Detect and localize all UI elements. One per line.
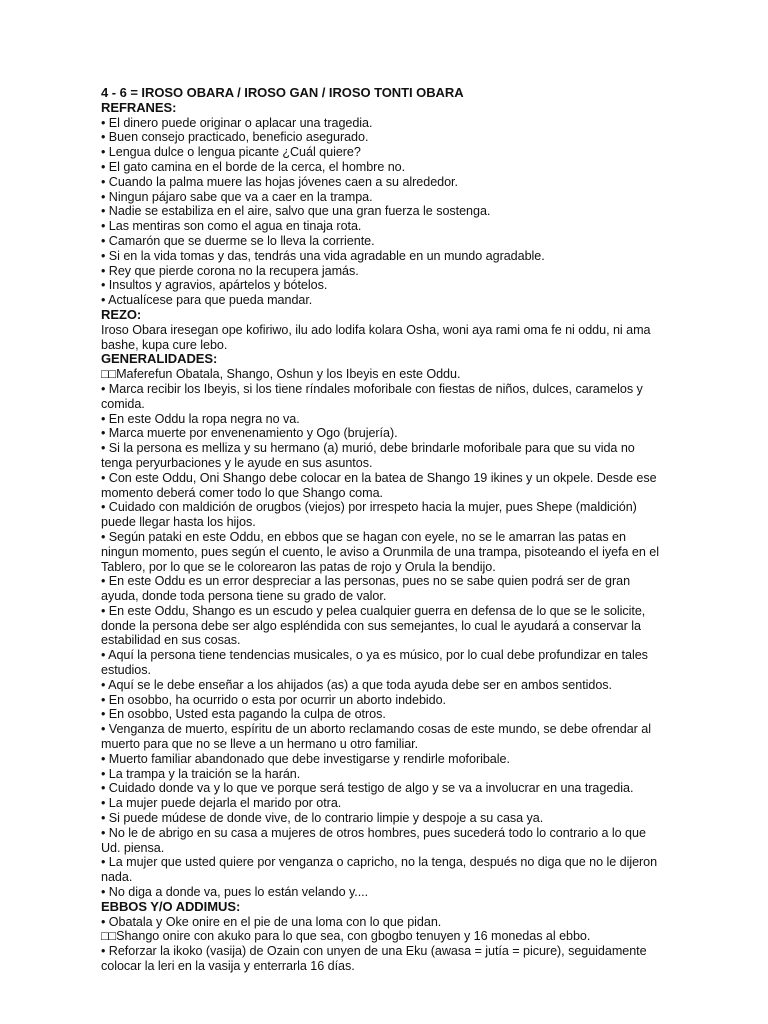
generalidad-line: • Aquí la persona tiene tendencias musicales, o ya es músico, por lo cual debe profundizar en tales xyxy=(101,648,648,663)
generalidad-line: • Cuidado con maldición de orugbos (viejos) por irrespeto hacia la mujer, pues Shepe (maldición) xyxy=(101,500,637,515)
generalidad-line: • Cuidado donde va y lo que ve porque será testigo de algo y se va a involucrar en una tragedia. xyxy=(101,781,634,796)
refran-item: • Lengua dulce o lengua picante ¿Cuál quiere? xyxy=(101,145,361,160)
ebbos-heading: EBBOS Y/O ADDIMUS: xyxy=(101,898,241,914)
generalidad-line: • No le de abrigo en su casa a mujeres de otros hombres, pues sucederá todo lo contrario a lo que xyxy=(101,825,646,840)
refran-item: • Actualícese para que pueda mandar. xyxy=(101,293,313,308)
generalidad-line: momento deberá comer todo lo que Shango coma. xyxy=(101,485,383,500)
generalidad-line: • Aquí se le debe enseñar a los ahijados (as) a que toda ayuda debe ser en ambos sentidos. xyxy=(101,677,613,692)
refran-item: • El gato camina en el borde de la cerca, el hombre no. xyxy=(101,159,406,174)
generalidad-line: • La mujer que usted quiere por venganza o capricho, no la tenga, después no diga que no le dijeron xyxy=(101,855,658,870)
refran-item: • Buen consejo practicado, beneficio asegurado. xyxy=(101,130,369,145)
generalidad-line: • En osobbo, Usted esta pagando la culpa de otros. xyxy=(101,707,386,722)
refran-item: • Las mentiras son como el agua en tinaja rota. xyxy=(101,219,362,234)
refran-item: • El dinero puede originar o aplacar una tragedia. xyxy=(101,115,373,130)
refran-item: • Insultos y agravios, apártelos y bótelos. xyxy=(101,278,328,293)
generalidad-item xyxy=(101,471,667,501)
generalidad-item xyxy=(101,707,667,722)
generalidad-item xyxy=(101,722,667,752)
ebbo-line: • Obatala y Oke onire en el pie de una loma con lo que pidan. xyxy=(101,914,442,929)
generalidad-line: • Muerto familiar abandonado que debe investigarse y rendirle moforibale. xyxy=(101,751,510,766)
generalidad-line: comida. xyxy=(101,396,145,411)
generalidad-line: puede llegar hasta los hijos. xyxy=(101,515,256,530)
generalidad-line: • En este Oddu la ropa negra no va. xyxy=(101,411,300,426)
ebbos-list xyxy=(101,915,667,974)
generalidad-line: • Según pataki en este Oddu, en ebbos que se hagan con eyele, no se le amarran las patas en xyxy=(101,529,626,544)
generalidad-item xyxy=(101,781,667,796)
generalidad-item xyxy=(101,811,667,826)
ebbo-item xyxy=(101,929,667,944)
refran-item: • Si en la vida tomas y das, tendrás una vida agradable en un mundo agradable. xyxy=(101,248,545,263)
generalidad-item xyxy=(101,678,667,693)
refran-item: • Nadie se estabiliza en el aire, salvo que una gran fuerza le sostenga. xyxy=(101,204,491,219)
generalidad-line: • En este Oddu, Shango es un escudo y pelea cualquier guerra en defensa de lo que se le solicite, xyxy=(101,603,646,618)
generalidad-line: muerto para que no se lleve a un hermano u otro familiar. xyxy=(101,737,419,752)
generalidad-line: • Venganza de muerto, espíritu de un aborto reclamando cosas de este mundo, se debe ofrendar al xyxy=(101,722,651,737)
refranes-list xyxy=(101,116,667,308)
generalidad-item xyxy=(101,767,667,782)
ebbo-item xyxy=(101,915,667,930)
generalidad-line: • En osobbo, ha ocurrido o esta por ocurrir un aborto indebido. xyxy=(101,692,447,707)
generalidad-line: • Marca recibir los Ibeyis, si los tiene ríndales moforibale con fiestas de niños, dulces, caramelos y xyxy=(101,381,643,396)
generalidad-line: • La trampa y la traición se la harán. xyxy=(101,766,301,781)
generalidad-line: • La mujer puede dejarla el marido por otra. xyxy=(101,796,342,811)
generalidad-item xyxy=(101,530,667,574)
rezo-text xyxy=(101,323,667,353)
generalidad-line: estudios. xyxy=(101,663,151,678)
generalidad-line: ayuda, donde toda persona tiene su grado de valor. xyxy=(101,589,387,604)
ebbo-line: □□Shango onire con akuko para lo que sea, con gbogbo tenuyen y 16 monedas al ebbo. xyxy=(101,929,591,944)
generalidad-item xyxy=(101,382,667,412)
generalidades-list xyxy=(101,367,667,900)
generalidad-line: • Si la persona es melliza y su hermano (a) murió, debe brindarle moforibale para que su vida no xyxy=(101,441,635,456)
generalidad-line: • En este Oddu es un error despreciar a las personas, pues no se sabe quien podrá ser de gran xyxy=(101,574,631,589)
generalidad-line: ningun momento, pues según el cuento, le aviso a Orunmila de una trampa, pisoteando el iyefa en el xyxy=(101,544,659,559)
generalidad-line: nada. xyxy=(101,870,133,885)
refran-item: • Camarón que se duerme se lo lleva la corriente. xyxy=(101,233,375,248)
generalidad-line: • Con este Oddu, Oni Shango debe colocar en la batea de Shango 19 ikines y un okpele. Desde ese xyxy=(101,470,657,485)
generalidad-item xyxy=(101,752,667,767)
rezo-heading: REZO: xyxy=(101,306,142,322)
generalidad-line: Tablero, por lo que se le colorearon las patas de rojo y Orula la bendijo. xyxy=(101,559,496,574)
generalidad-line: • Si puede múdese de donde vive, de lo contrario limpie y despoje a su casa ya. xyxy=(101,811,544,826)
generalidad-item xyxy=(101,693,667,708)
generalidad-item xyxy=(101,412,667,427)
document-page xyxy=(101,86,667,974)
generalidad-item xyxy=(101,441,667,471)
refran-item: • Cuando la palma muere las hojas jóvenes caen a su alrededor. xyxy=(101,174,458,189)
generalidad-line: estabilidad en sus cosas. xyxy=(101,633,241,648)
generalidad-item xyxy=(101,367,667,382)
generalidad-item xyxy=(101,426,667,441)
generalidades-heading: GENERALIDADES: xyxy=(101,351,218,367)
generalidad-item xyxy=(101,855,667,885)
generalidad-item xyxy=(101,796,667,811)
generalidad-item xyxy=(101,604,667,648)
ebbo-item xyxy=(101,944,667,974)
generalidad-item xyxy=(101,500,667,530)
ebbo-line: colocar la leri en la vasija y enterrarla 16 días. xyxy=(101,959,355,974)
generalidad-line: • Marca muerte por envenenamiento y Ogo (brujería). xyxy=(101,426,398,441)
refran-item: • Rey que pierde corona no la recupera jamás. xyxy=(101,263,359,278)
generalidad-line: tenga peryurbaciones y le ayude en sus asuntos. xyxy=(101,455,373,470)
rezo-line: bashe, kupa cure lebo. xyxy=(101,337,228,352)
generalidad-line: □□Maferefun Obatala, Shango, Oshun y los Ibeyis en este Oddu. xyxy=(101,367,461,382)
rezo-line: Iroso Obara iresegan ope kofiriwo, ilu ado lodifa kolara Osha, woni aya rami oma fe ni oddu, ni ama xyxy=(101,322,651,337)
generalidad-item xyxy=(101,826,667,856)
generalidad-line: • No diga a donde va, pues lo están velando y.... xyxy=(101,885,369,900)
document-title: 4 - 6 = IROSO OBARA / IROSO GAN / IROSO TONTI OBARA xyxy=(101,85,464,100)
refranes-heading: REFRANES: xyxy=(101,99,177,115)
generalidad-item xyxy=(101,648,667,678)
generalidad-item xyxy=(101,574,667,604)
ebbo-line: • Reforzar la ikoko (vasija) de Ozain con unyen de una Eku (awasa = jutía = picure), seguidamente xyxy=(101,944,647,959)
refran-item: • Ningun pájaro sabe que va a caer en la trampa. xyxy=(101,189,373,204)
generalidad-line: donde la persona debe ser algo espléndida con sus semejantes, lo cual le ayudará a conservar la xyxy=(101,618,641,633)
generalidad-item xyxy=(101,885,667,900)
generalidad-line: Ud. piensa. xyxy=(101,840,165,855)
